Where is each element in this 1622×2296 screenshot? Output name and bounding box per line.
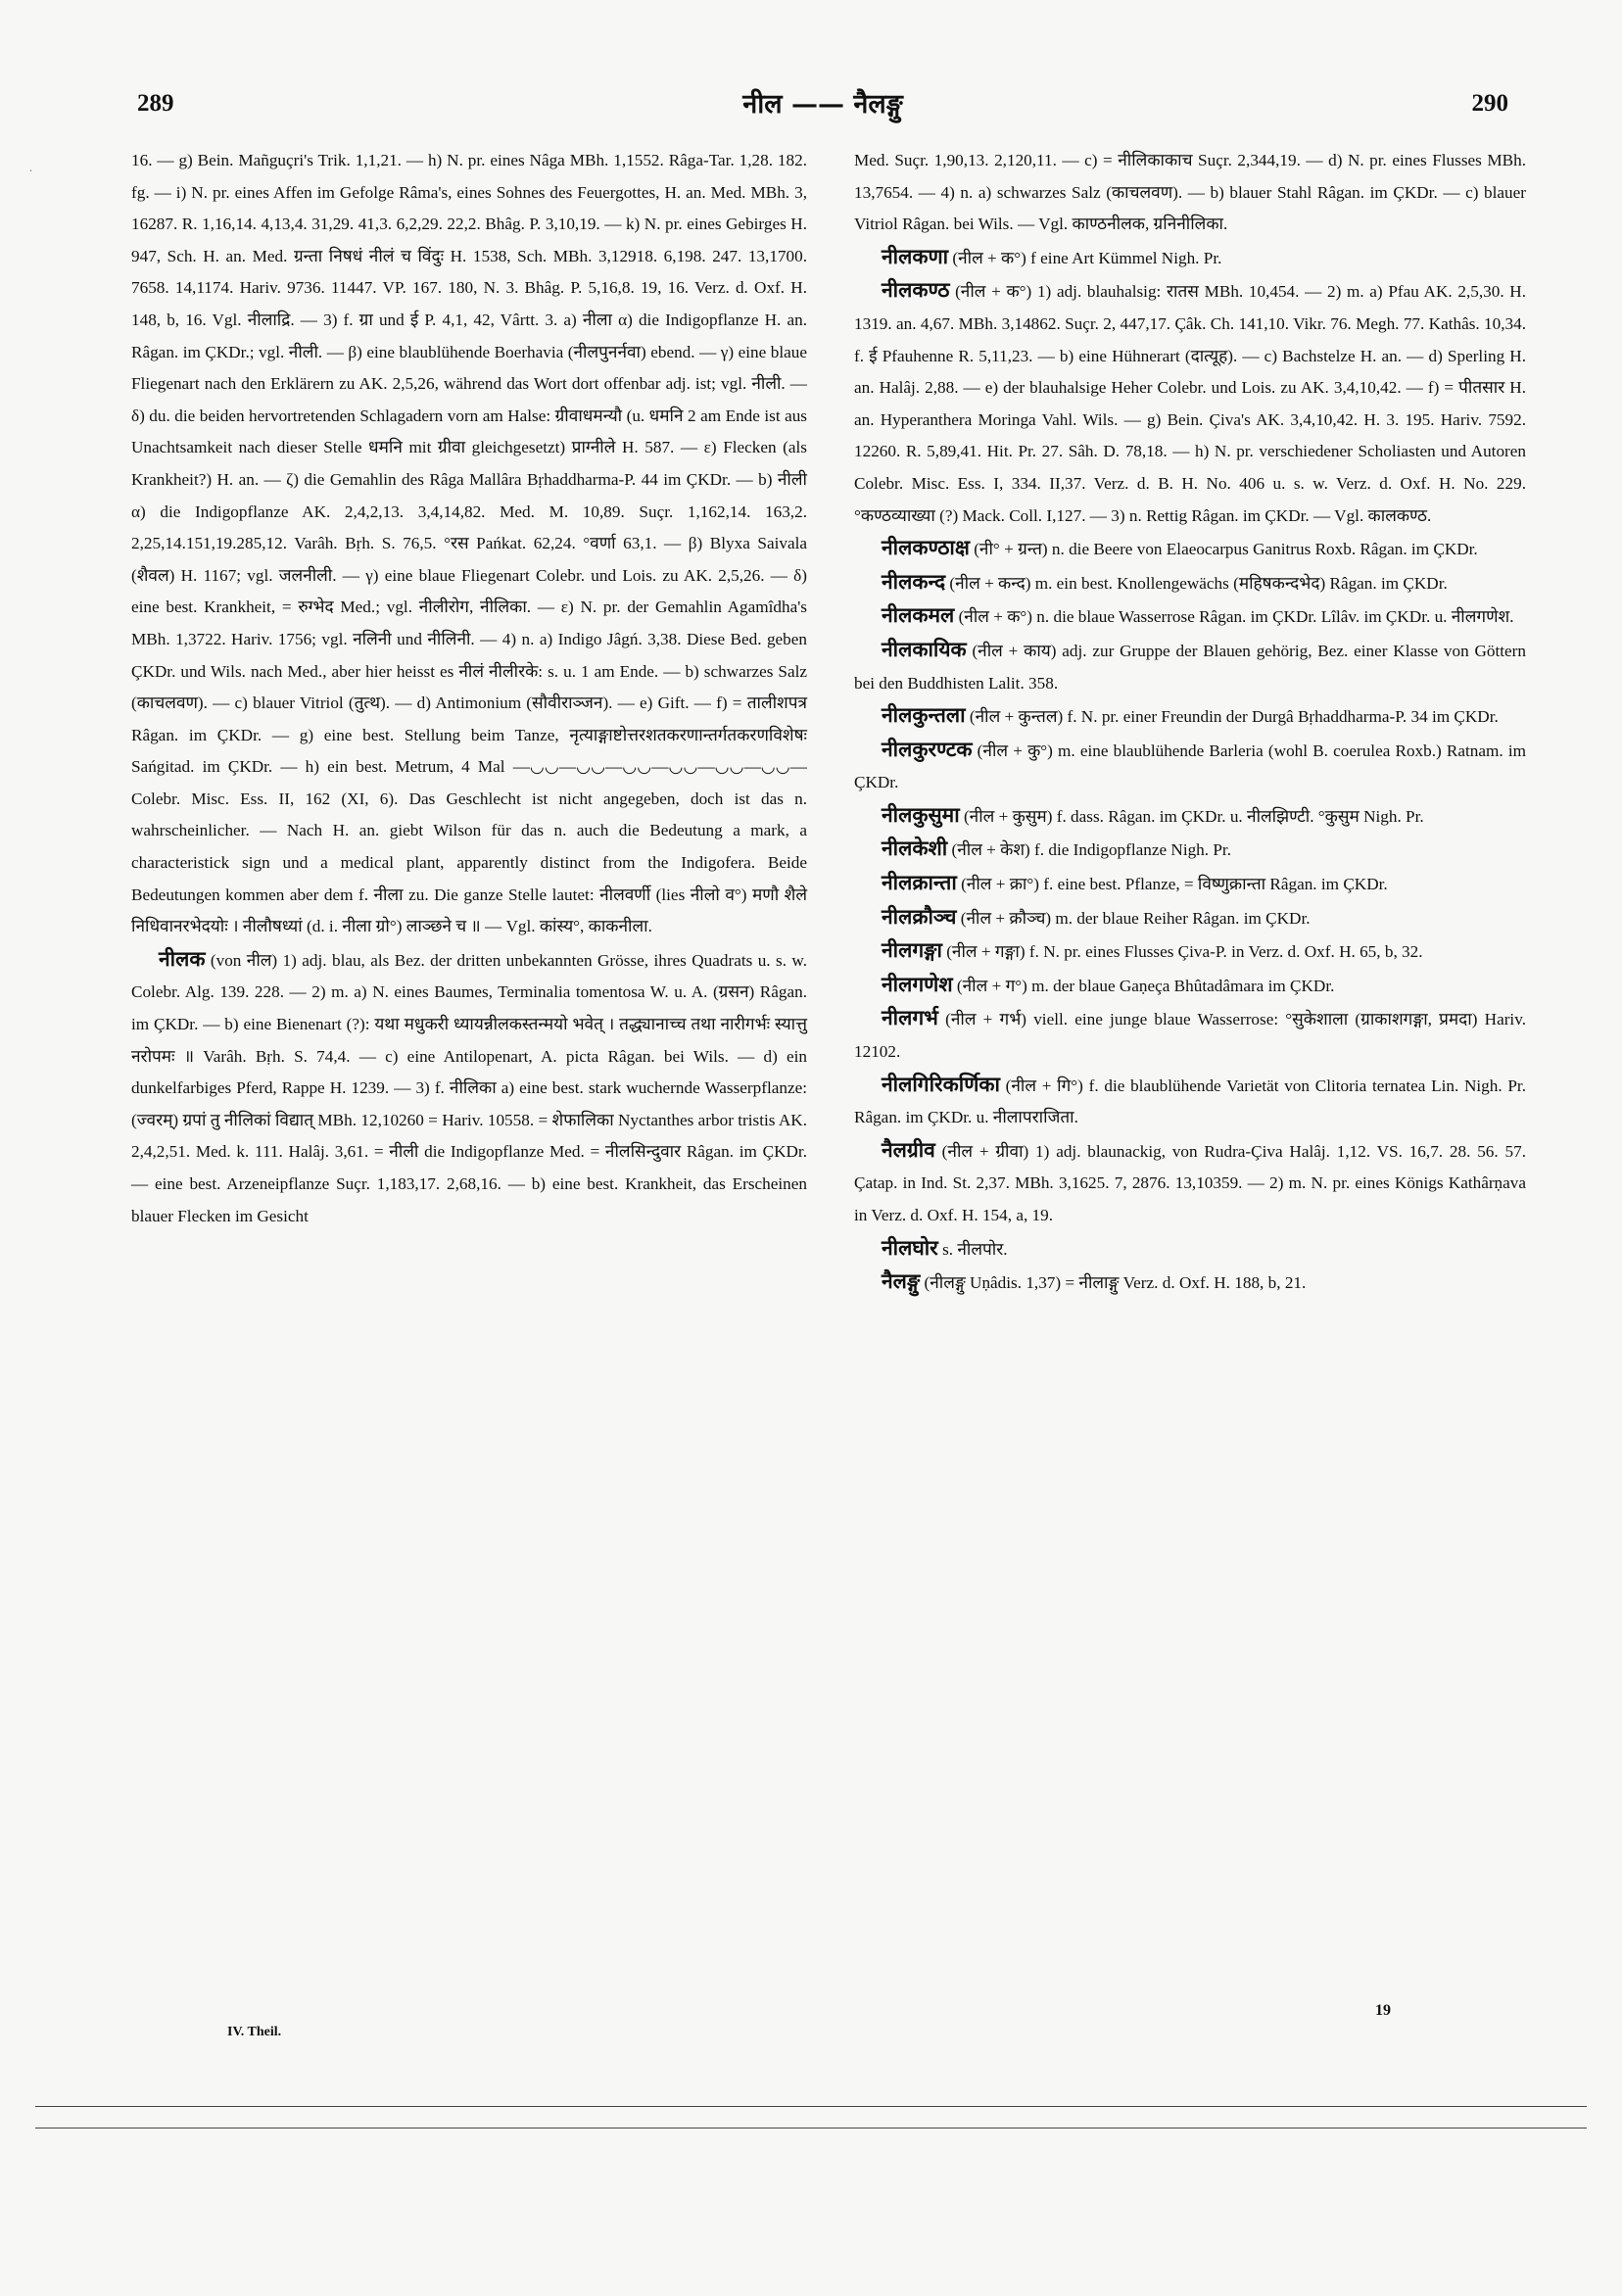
page-number-left: 289 xyxy=(137,90,174,117)
entry-lemma: नीलगर्भ xyxy=(882,1006,938,1030)
entry-lemma: नीलकणा xyxy=(882,244,949,268)
entry-lemma: नीलक्रौञ्च xyxy=(882,904,957,929)
left-column xyxy=(131,145,807,1232)
entry-text: (नील + क्रौञ्च) m. der blaue Reiher Râgan. im ÇKDr. xyxy=(956,908,1311,928)
entry-lemma: नैलङ्गु xyxy=(882,1269,921,1294)
entry-lemma: नीलकमल xyxy=(882,603,955,628)
entry-text: (नील + कुसुम) f. dass. Râgan. im ÇKDr. u. नीलझिण्टी. °कुसुम Nigh. Pr. xyxy=(959,806,1424,826)
entry-lemma: नीलकण्ठ xyxy=(882,278,950,303)
bottom-rule xyxy=(35,2128,1587,2129)
entry xyxy=(854,241,1526,275)
page-header xyxy=(137,90,1508,129)
entry-lemma: नीलकुसुमा xyxy=(882,802,960,827)
entry-text: (नील + कु°) m. eine blaublühende Barleria (wohl B. coerulea Roxb.) Ratnam. im ÇKDr. xyxy=(854,741,1526,792)
entry-text: (नील + क°) f eine Art Kümmel Nigh. Pr. xyxy=(948,248,1222,267)
entry-text: (नील + गङ्गा) f. N. pr. eines Flusses Çiva-P. in Verz. d. Oxf. H. 65, b, 32. xyxy=(941,942,1423,962)
entry-lemma: नीलगणेश xyxy=(882,972,953,996)
entry-text: (नील + केश) f. die Indigopflanze Nigh. Pr. xyxy=(947,840,1232,860)
entry xyxy=(854,1002,1526,1068)
entry-text: (नील + क°) 1) adj. blauhalsig: रातस MBh. 10,454. — 2) m. a) Pfau AK. 2,5,30. H. 1319. an. 4,67. MBh. 3,14862. Suçr. 2, 447,17. Çâk. Ch. 141,10. Vikr. 76. Megh. 77. Kathâs. 10,34. f. ई Pfauhenne R. 5,11,23. — b) eine Hühnerart (दात्यूह). — c) Bachstelze H. an. — d) Sperling H. an. Halâj. 2,88. — e) der blauhalsige Heher Colebr. und Lois. zu AK. 3,4,10,42. — f) = पीतसार H. an. Hyperanthera Moringa Vahl. Wils. — g) Bein. Çiva's AK. 3,4,10,42. H. 3. 195. Hariv. 7592. 12260. R. 5,89,41. Hit. Pr. 27. Sâh. D. 78,18. — h) N. pr. verschiedener Scholiasten und Autoren Colebr. Misc. Ess. I, 334. II,37. Verz. d. B. H. No. 406 u. s. w. Verz. d. Oxf. H. No. 229. °कण्ठव्याख्या (?) Mack. Coll. I,127. — 3) n. Rettig Râgan. im ÇKDr. — Vgl. कालकण्ठ. xyxy=(854,282,1526,525)
entry-continuation xyxy=(131,145,807,943)
entry-text: s. नीलपोर. xyxy=(937,1239,1008,1259)
sheet-number: 19 xyxy=(1375,2002,1391,2019)
entry-text: 16. — g) Bein. Mañguçri's Trik. 1,1,21. — h) N. pr. eines Nâga MBh. 1,1552. Râga-Tar. 1,28. 182. fg. — i) N. pr. eines Affen im Gefolge Râma's, eines Sohnes des Feuergottes, H. an. Med. MBh. 3, 16287. R. 1,16,14. 4,13,4. 31,29. 41,3. 6,2,29. 22,2. Bhâg. P. 3,10,19. — k) N. pr. eines Gebirges H. 947, Sch. H. an. Med. ग्रन्ता निषधं नीलं च विंदुः H. 1538, Sch. MBh. 3,12918. 6,198. 247. 13,1700. 7658. 14,1174. Hariv. 9736. 11447. VP. 167. 180, N. 3. Bhâg. P. 5,16,8. 19, 16. Verz. d. Oxf. H. 148, b, 16. Vgl. नीलाद्रि. — 3) f. ग्रा und ई P. 4,1, 42, Vârtt. 3. a) नीला α) die Indigopflanze H. an. Râgan. im ÇKDr.; vgl. नीली. — β) eine blaublühende Boerhavia (नीलपुनर्नवा) ebend. — γ) eine blaue Fliegenart nach den Erklärern zu AK. 2,5,26, während das Wort dort offenbar adj. ist; vgl. नीली. — δ) du. die beiden hervortretenden Schlagadern vorn am Halse: ग्रीवाधमन्यौ (u. धमनि 2 am Ende ist aus Unachtsamkeit nach dieser Stelle धमनि mit ग्रीवा gleichgesetzt) प्राग्नीले H. 587. — ε) Flecken (als Krankheit?) H. an. — ζ) die Gemahlin des Râga Mallâra Bṛhaddharma-P. 44 im ÇKDr. — b) नीली α) die Indigopflanze AK. 2,4,2,13. 3,4,14,82. Med. M. 10,89. Suçr. 1,162,14. 163,2. 2,25,14.151,19.285,12. Varâh. Bṛh. S. 76,5. °रस Pańkat. 62,24. °वर्णा 63,1. — β) Blyxa Saivala (शैवल) H. 1167; vgl. जलनीली. — γ) eine blaue Fliegenart Colebr. und Lois. zu AK. 2,5,26. — δ) eine best. Krankheit, = रुग्भेद Med.; vgl. नीलीरोग, नीलिका. — ε) N. pr. der Gemahlin Agamîdha's MBh. 1,3722. Hariv. 1756; vgl. नलिनी und नीलिनी. — 4) n. a) Indigo Jâgń. 3,38. Diese Bed. geben ÇKDr. und Wils. nach Med., aber hier heisst es नीलं नीलीरके: s. u. 1 am Ende. — b) schwarzes Salz (काचलवण). — c) blauer Vitriol (तुत्थ). — d) Antimonium (सौवीराञ्जन). — e) Gift. — f) = तालीशपत्र Râgan. im ÇKDr. — g) eine best. Stellung beim Tanze, नृत्याङ्गाष्टोत्तरशतकरणान्तर्गतकरणविशेषः Sańgitad. im ÇKDr. — h) ein best. Metrum, 4 Mal —◡◡—◡◡—◡◡—◡◡—◡◡—◡◡— Colebr. Misc. Ess. II, 162 (XI, 6). Das Geschlecht ist nicht angegeben, doch ist das n. wahrscheinlicher. — Nach H. an. giebt Wilson für das n. auch die Bedeutung a mark, a characteristick sign und a medical plant, apparently distinct from the Indigofera. Beide Bedeutungen kommen aber dem f. नीला zu. Die ganze Stelle lautet: नीलवर्णी (lies नीलो व°) मणौ शैले निधिवानरभेदयोः । नीलौषध्यां (d. i. नीला ग्रो°) लाञ्छने च ॥ — Vgl. कांस्य°, काकनीला. xyxy=(131,151,807,936)
entry xyxy=(854,934,1526,969)
entry xyxy=(854,566,1526,600)
entry xyxy=(854,1134,1526,1232)
entry-lemma: नीलकुरण्टक xyxy=(882,737,973,761)
entry-text: (von नील) 1) adj. blau, als Bez. der dritten unbekannten Grösse, ihres Quadrats u. s. w. Colebr. Alg. 139. 228. — 2) m. a) N. eines Baumes, Terminalia tomentosa W. u. A. (ग्रसन) Râgan. im ÇKDr. — b) eine Bienenart (?): यथा मधुकरी ध्यायन्नीलकस्तन्मयो भवेत् । तद्ध्यानाच्च तथा नारीगर्भः स्यात्तु नरोपमः ॥ Varâh. Bṛh. S. 74,4. — c) eine Antilopenart, A. picta Râgan. bei Wils. — d) ein dunkelfarbiges Pferd, Rappe H. 1239. — 3) f. नीलिका a) eine best. stark wuchernde Wasserpflanze: (ज्वरम्) ग्रपां तु नीलिकां विद्यात् MBh. 12,10260 = Hariv. 10558. = शेफालिका Nyctanthes arbor tristis AK. 2,4,2,51. Med. k. 111. Halâj. 3,61. = नीली die Indigopflanze Med. = नीलसिन्दुवार Râgan. im ÇKDr. — eine best. Arzeneipflanze Suçr. 1,183,17. 2,68,16. — b) eine best. Krankheit, das Erscheinen blauer Flecken im Gesicht xyxy=(131,950,807,1225)
entry-lemma: नीलगिरिकर्णिका xyxy=(882,1072,1000,1096)
entry-lemma: नीलकेशी xyxy=(882,837,948,861)
page-number-right: 290 xyxy=(1471,90,1508,117)
entry-text: (नील + गर्भ) viell. eine junge blaue Wasserrose: °सुकेशाला (ग्राकाशगङ्गा, प्रमदा) Hariv. 12102. xyxy=(854,1010,1526,1062)
entry xyxy=(131,943,807,1232)
entry-text: (नी° + ग्रन्त) n. die Beere von Elaeocarpus Ganitrus Roxb. Râgan. im ÇKDr. xyxy=(969,540,1478,559)
entry xyxy=(854,867,1526,901)
entry xyxy=(854,799,1526,834)
entry xyxy=(854,274,1526,532)
entry-lemma: नीलगङ्गा xyxy=(882,938,942,963)
entry-text: (नील + गि°) f. die blaublühende Varietät von Clitoria ternatea Lin. Nigh. Pr. Râgan. im ÇKDr. u. नीलापराजिता. xyxy=(854,1076,1526,1127)
margin-mark: ˙ xyxy=(27,168,34,184)
entry xyxy=(854,634,1526,699)
right-column xyxy=(854,145,1526,1300)
entry xyxy=(854,969,1526,1003)
entry-text: (नील + काय) adj. zur Gruppe der Blauen gehörig, Bez. einer Klasse von Göttern bei den Buddhisten Lalit. 358. xyxy=(854,641,1526,693)
entry xyxy=(854,1232,1526,1267)
entry-lemma: नीलघोर xyxy=(882,1235,938,1260)
entry-lemma: नीलकुन्तला xyxy=(882,703,966,728)
entry-text: (नील + कुन्तल) f. N. pr. einer Freundin der Durgâ Bṛhaddharma-P. 34 im ÇKDr. xyxy=(965,707,1499,727)
entry-text: (नील + क्रा°) f. eine best. Pflanze, = विष्णुक्रान्ता Râgan. im ÇKDr. xyxy=(956,875,1388,894)
entry xyxy=(854,833,1526,867)
entry xyxy=(854,734,1526,799)
entry-text: (नीलङ्गु Uṇâdis. 1,37) = नीलाङ्गु Verz. d. Oxf. H. 188, b, 21. xyxy=(920,1273,1307,1293)
bottom-rule xyxy=(35,2106,1587,2107)
entry-lemma: नीलकण्ठाक्ष xyxy=(882,536,970,560)
entry xyxy=(854,1266,1526,1300)
entry xyxy=(854,1069,1526,1134)
entry-lemma: नीलकन्द xyxy=(882,569,946,594)
running-head: नील —— नैलङ्गु xyxy=(742,89,903,120)
entry xyxy=(854,699,1526,734)
entry-text: (नील + ग्रीवा) 1) adj. blaunackig, von Rudra-Çiva Halâj. 1,12. VS. 16,7. 28. 56. 57. Çatap. in Ind. St. 2,37. MBh. 3,1625. 7, 2876. 13,10359. — 2) m. N. pr. eines Königs Kathârṇava in Verz. d. Oxf. H. 154, a, 19. xyxy=(854,1141,1526,1224)
entry-text: (नील + क°) n. die blaue Wasserrose Râgan. im ÇKDr. Lîlâv. im ÇKDr. u. नीलगणेश. xyxy=(954,607,1514,627)
entry-lemma: नीलक xyxy=(159,946,206,971)
entry-text: (नील + कन्द) m. ein best. Knollengewächs (महिषकन्दभेद) Râgan. im ÇKDr. xyxy=(945,573,1448,593)
entry-lemma: नीलक्रान्ता xyxy=(882,871,957,895)
entry-lemma: नैलग्रीव xyxy=(882,1137,935,1162)
entry-text: Med. Suçr. 1,90,13. 2,120,11. — c) = नीलिकाकाच Suçr. 2,344,19. — d) N. pr. eines Flusses MBh. 13,7654. — 4) n. a) schwarzes Salz (काचलवण). — b) blauer Stahl Râgan. im ÇKDr. — c) blauer Vitriol Râgan. bei Wils. — Vgl. काण्ठनीलक, ग्रनिनीलिका. xyxy=(854,151,1526,234)
entry xyxy=(854,532,1526,566)
signature-mark: IV. Theil. xyxy=(227,2025,282,2039)
entry-text: (नील + ग°) m. der blaue Gaṇeça Bhûtadâmara im ÇKDr. xyxy=(952,976,1335,995)
entry xyxy=(854,901,1526,935)
entry-continuation xyxy=(854,145,1526,241)
entry xyxy=(854,599,1526,634)
entry-lemma: नीलकायिक xyxy=(882,637,967,661)
